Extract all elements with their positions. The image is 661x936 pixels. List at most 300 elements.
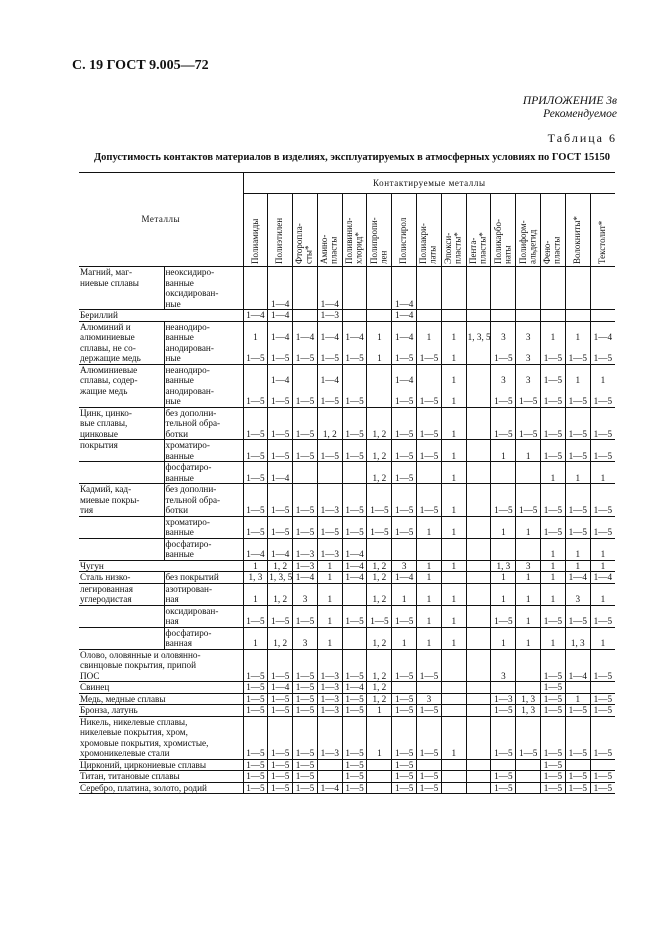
compat-cell — [268, 418, 293, 429]
compat-cell — [392, 738, 417, 749]
compat-cell — [491, 267, 516, 278]
compat-cell: 1—4 — [317, 332, 342, 343]
compat-cell: 1 — [441, 638, 466, 649]
compat-cell — [417, 364, 442, 375]
compat-cell: 1—5 — [392, 353, 417, 364]
compat-cell: 1—5 — [392, 759, 417, 771]
metal-name: покрытия — [80, 440, 118, 450]
metal-name — [79, 396, 164, 407]
compat-cell — [516, 310, 541, 322]
compat-cell: 1—5 — [342, 616, 367, 627]
compat-cell: 1—5 — [268, 353, 293, 364]
compat-cell — [392, 321, 417, 332]
compat-cell — [491, 682, 516, 694]
compat-cell: 1, 3, 5 — [269, 572, 293, 582]
metal-treatment: ванные — [164, 473, 243, 484]
compat-cell: 1—5 — [342, 782, 367, 794]
compat-cell: 1 — [590, 375, 615, 386]
compat-cell: 1—5 — [342, 771, 367, 783]
compat-cell — [516, 386, 541, 397]
compat-cell — [392, 605, 417, 616]
compat-cell: 1—5 — [516, 505, 541, 516]
compat-cell — [417, 418, 442, 429]
compat-cell — [565, 407, 590, 418]
compat-cell — [541, 310, 566, 322]
table-row — [79, 484, 615, 495]
compat-cell — [466, 649, 491, 660]
compat-cell — [342, 660, 367, 671]
compat-cell — [293, 660, 318, 671]
compat-cell — [541, 583, 566, 594]
compat-cell — [441, 462, 466, 473]
compat-cell: 1—5 — [417, 396, 442, 407]
compat-cell — [243, 538, 268, 549]
compat-cell — [491, 310, 516, 322]
compat-cell — [367, 407, 392, 418]
table-row — [79, 727, 615, 738]
compat-cell: 1—4 — [293, 332, 318, 343]
compat-cell — [466, 638, 491, 649]
compat-cell: 1—5 — [590, 396, 615, 407]
metal-name: тия — [80, 505, 94, 515]
compat-cell: 1—5 — [243, 705, 268, 717]
table-row — [79, 649, 615, 660]
compat-cell — [243, 605, 268, 616]
compat-cell: 1, 3 — [243, 572, 268, 584]
metal-name — [79, 538, 164, 549]
compat-cell — [317, 495, 342, 506]
compat-cell: 1 — [317, 616, 342, 627]
compat-cell — [367, 549, 392, 560]
compat-cell — [565, 267, 590, 278]
metal-name: Бронза, латунь — [80, 705, 138, 715]
compat-cell — [541, 495, 566, 506]
compat-cell — [466, 671, 491, 682]
compat-cell — [417, 516, 442, 527]
compat-cell: 1—4 — [268, 682, 293, 694]
compat-cell: 1—5 — [243, 353, 268, 364]
compat-cell — [541, 267, 566, 278]
compat-cell: 1—3 — [317, 693, 342, 705]
metal-name: алюминиевые — [80, 332, 135, 342]
compat-cell — [317, 462, 342, 473]
compat-cell — [342, 386, 367, 397]
compat-cell — [392, 727, 417, 738]
compat-cell — [417, 484, 442, 495]
compat-cell — [367, 605, 392, 616]
compat-cell — [541, 278, 566, 289]
compat-cell — [417, 343, 442, 354]
column-header — [317, 194, 342, 267]
compat-cell — [342, 462, 367, 473]
metal-name — [79, 549, 164, 560]
compat-cell: 1 — [367, 332, 392, 343]
compat-cell — [293, 299, 318, 310]
metal-name: Алюминий и — [80, 321, 131, 332]
metal-name: Серебро, платина, золото, родий — [80, 782, 207, 793]
metal-name: Сталь низко- — [80, 572, 131, 582]
compat-cell — [590, 682, 615, 694]
compat-cell: 1—3 — [317, 310, 342, 322]
column-header — [417, 194, 442, 267]
compat-cell — [541, 516, 566, 527]
compat-cell — [243, 407, 268, 418]
compat-cell — [516, 649, 541, 660]
metal-name: сплавы, не со- — [80, 342, 136, 353]
compat-cell — [466, 527, 491, 538]
compat-cell — [392, 267, 417, 278]
compat-cell: 1 — [417, 332, 442, 343]
table-row — [79, 560, 615, 572]
compat-cell: 1 — [565, 375, 590, 386]
compat-cell: 1, 3 — [516, 705, 541, 717]
compat-cell: 1—5 — [342, 759, 367, 771]
metal-name: легированная — [80, 583, 133, 594]
compat-cell — [243, 440, 268, 451]
compat-cell: 1—4 — [342, 572, 367, 584]
compat-cell — [342, 638, 367, 649]
compat-cell: 1—4 — [590, 572, 615, 584]
compat-cell — [516, 627, 541, 638]
column-header-label: Фено- пласты — [542, 236, 562, 264]
compat-cell — [268, 407, 293, 418]
compat-cell — [491, 495, 516, 506]
compat-cell — [392, 682, 417, 694]
compat-cell — [317, 771, 342, 783]
compat-cell — [441, 771, 466, 783]
compat-cell: 1—5 — [317, 353, 342, 364]
table-row — [79, 386, 615, 397]
table-row — [79, 440, 615, 451]
compat-cell: 1—5 — [268, 429, 293, 440]
compat-cell — [441, 627, 466, 638]
compat-cell — [466, 343, 491, 354]
compat-cell — [342, 343, 367, 354]
compat-cell — [293, 440, 318, 451]
table-row — [79, 407, 615, 418]
compat-cell — [466, 278, 491, 289]
metal-name: Медь, медные сплавы — [80, 693, 166, 704]
table-row — [79, 693, 615, 705]
compat-cell: 1—4 — [268, 473, 293, 484]
compat-cell — [441, 495, 466, 506]
compat-cell — [491, 516, 516, 527]
compat-cell: 1—5 — [392, 616, 417, 627]
compat-cell: 1, 3 — [491, 560, 516, 572]
compat-cell: 1—5 — [590, 451, 615, 462]
compat-cell — [516, 407, 541, 418]
compat-cell — [590, 538, 615, 549]
compat-cell — [268, 495, 293, 506]
table-row — [79, 462, 615, 473]
metal-name — [79, 616, 164, 627]
compat-cell — [466, 782, 491, 794]
metal-treatment: ная — [164, 616, 243, 627]
compat-cell — [466, 682, 491, 694]
compat-cell — [342, 375, 367, 386]
compat-cell: 1 — [441, 429, 466, 440]
compat-cell: 1 — [541, 473, 566, 484]
compat-cell — [392, 495, 417, 506]
compat-cell — [342, 288, 367, 299]
compat-cell: 1—5 — [590, 505, 615, 516]
compat-cell — [293, 288, 318, 299]
compat-cell: 1—5 — [293, 771, 318, 783]
compat-cell — [293, 716, 318, 727]
compat-cell — [293, 605, 318, 616]
compat-cell: 1 — [441, 473, 466, 484]
compat-cell: 1, 2 — [367, 594, 392, 605]
compat-cell: 1 — [317, 572, 342, 584]
compat-cell — [590, 267, 615, 278]
compat-cell: 1—5 — [268, 693, 293, 705]
compat-cell — [466, 440, 491, 451]
compat-cell — [417, 407, 442, 418]
compat-cell — [565, 605, 590, 616]
column-header-label: Полиэтилен — [274, 217, 285, 264]
compat-cell — [417, 583, 442, 594]
compat-cell — [392, 627, 417, 638]
compat-cell: 1—5 — [541, 353, 566, 364]
compat-cell — [243, 343, 268, 354]
table-row — [79, 299, 615, 310]
compat-cell — [516, 759, 541, 771]
compat-cell: 1 — [441, 353, 466, 364]
compat-cell — [516, 727, 541, 738]
appendix-label — [523, 95, 617, 121]
compat-cell: 1—5 — [491, 705, 516, 717]
compat-cell: 1 — [317, 560, 342, 572]
compat-cell — [317, 738, 342, 749]
compat-cell — [565, 727, 590, 738]
table-row — [79, 321, 615, 332]
column-header — [565, 194, 590, 267]
compat-cell — [268, 738, 293, 749]
compat-cell — [565, 759, 590, 771]
metal-treatment: ванная — [164, 638, 243, 649]
compat-cell — [342, 278, 367, 289]
compat-cell — [491, 716, 516, 727]
compat-cell: 1—5 — [243, 671, 268, 682]
metal-name: Чугун — [80, 560, 104, 571]
compat-cell — [268, 583, 293, 594]
compat-cell: 1—5 — [590, 771, 615, 783]
compat-cell: 1 — [590, 594, 615, 605]
compat-cell: 1—5 — [491, 353, 516, 364]
compat-cell — [268, 386, 293, 397]
compat-cell — [367, 516, 392, 527]
compat-cell — [466, 572, 491, 584]
compat-cell — [466, 516, 491, 527]
compat-cell — [590, 310, 615, 322]
compat-cell — [565, 627, 590, 638]
metal-treatment: без дополни- — [164, 407, 243, 418]
compat-cell: 1—5 — [417, 748, 442, 759]
appendix-title: ПРИЛОЖЕНИЕ 3в — [522, 95, 617, 107]
metal-name — [79, 473, 164, 484]
compat-cell — [342, 727, 367, 738]
compat-cell — [466, 495, 491, 506]
compat-cell — [243, 299, 268, 310]
compat-cell: 1, 2 — [367, 451, 392, 462]
compat-cell — [441, 407, 466, 418]
compat-cell — [491, 407, 516, 418]
compat-cell — [491, 583, 516, 594]
compat-cell — [392, 516, 417, 527]
compat-cell: 1 — [516, 638, 541, 649]
compat-cell: 1—5 — [268, 771, 293, 783]
compat-cell — [590, 495, 615, 506]
compat-cell: 1 — [367, 705, 392, 717]
compat-cell — [491, 343, 516, 354]
column-header-label: Полиформ- альдегид — [517, 220, 538, 264]
compat-cell — [541, 321, 566, 332]
compat-cell — [466, 396, 491, 407]
compat-cell: 1—5 — [590, 671, 615, 682]
compat-cell — [590, 660, 615, 671]
compat-cell — [317, 407, 342, 418]
column-header-label: Текстолит* — [597, 220, 608, 264]
table-row — [79, 288, 615, 299]
compat-cell — [243, 516, 268, 527]
compat-cell: 1 — [392, 594, 417, 605]
compat-cell: 1 — [441, 616, 466, 627]
compat-cell — [541, 716, 566, 727]
compat-cell: 1 — [441, 396, 466, 407]
compat-cell — [491, 549, 516, 560]
compat-cell — [516, 288, 541, 299]
compat-cell — [565, 682, 590, 694]
table-row — [79, 771, 615, 783]
compat-cell — [367, 538, 392, 549]
compat-cell — [342, 649, 367, 660]
compat-cell — [466, 386, 491, 397]
compat-cell: 3 — [516, 332, 541, 343]
compat-cell: 1—5 — [491, 616, 516, 627]
compat-cell — [317, 267, 342, 278]
table-row — [79, 332, 615, 343]
compat-cell — [516, 516, 541, 527]
compat-cell — [268, 321, 293, 332]
metal-treatment: ные — [164, 299, 243, 310]
table-row — [79, 495, 615, 506]
compat-cell: 1 — [516, 594, 541, 605]
compat-cell: 1—5 — [342, 396, 367, 407]
compat-cell — [516, 484, 541, 495]
compat-cell: 1—5 — [342, 429, 367, 440]
compat-cell — [392, 462, 417, 473]
compat-cell — [293, 727, 318, 738]
compat-cell — [516, 771, 541, 783]
metal-treatment: ная — [164, 594, 243, 605]
compat-cell — [342, 738, 367, 749]
column-header-label: Фторопла- сты* — [294, 223, 314, 264]
compat-cell — [417, 386, 442, 397]
column-header-label: Амино- пласты — [319, 234, 339, 264]
compat-cell: 1—5 — [293, 527, 318, 538]
compat-cell — [590, 716, 615, 727]
compat-cell: 1—3 — [293, 560, 318, 572]
compat-cell — [541, 727, 566, 738]
compat-cell: 1—4 — [342, 549, 367, 560]
table-row — [79, 375, 615, 386]
compat-cell — [342, 440, 367, 451]
compat-cell — [417, 462, 442, 473]
compat-cell: 1—4 — [243, 310, 268, 322]
metal-name: миевые покры- — [80, 494, 140, 505]
compat-cell: 1—5 — [293, 671, 318, 682]
compat-cell: 1 — [565, 332, 590, 343]
compat-cell — [367, 462, 392, 473]
compat-cell — [417, 716, 442, 727]
compat-cell: 1—4 — [268, 549, 293, 560]
table-title: Допустимость контактов материалов в изделиях, эксплуатируемых в атмосферных условиях по ГОСТ 15150 — [93, 152, 611, 163]
metal-name — [79, 638, 164, 649]
metal-name — [79, 627, 164, 638]
compat-cell: 1 — [441, 748, 466, 759]
compat-cell — [417, 682, 442, 694]
table-row — [79, 638, 615, 649]
compat-cell — [590, 759, 615, 771]
compat-cell — [367, 267, 392, 278]
compat-cell — [466, 693, 491, 705]
compat-cell — [516, 538, 541, 549]
table-row — [79, 594, 615, 605]
compat-cell — [441, 727, 466, 738]
compat-cell — [268, 278, 293, 289]
metal-name: ПОС — [80, 670, 100, 681]
compat-cell: 1 — [565, 693, 590, 705]
compat-cell: 1 — [590, 638, 615, 649]
compat-cell — [417, 375, 442, 386]
compat-cell: 1—4 — [268, 310, 293, 322]
compat-cell: 1—4 — [342, 560, 367, 572]
compat-cell: 3 — [293, 594, 318, 605]
compat-cell: 1—5 — [541, 682, 566, 694]
compat-cell — [293, 495, 318, 506]
compat-cell — [367, 418, 392, 429]
page-header: С. 19 ГОСТ 9.005—72 — [72, 58, 209, 73]
compat-cell — [268, 364, 293, 375]
compat-cell — [392, 538, 417, 549]
compat-cell — [590, 462, 615, 473]
metal-name — [79, 451, 164, 462]
compat-cell: 1—5 — [342, 505, 367, 516]
metal-treatment: ванные — [164, 549, 243, 560]
compat-cell — [466, 299, 491, 310]
compat-cell — [342, 716, 367, 727]
compat-cell — [392, 484, 417, 495]
compat-cell: 1—5 — [392, 429, 417, 440]
compat-cell: 1—4 — [342, 682, 367, 694]
compat-cell — [565, 660, 590, 671]
compat-cell — [342, 605, 367, 616]
compat-cell — [367, 343, 392, 354]
metal-treatment: ные — [164, 396, 243, 407]
compat-cell: 1, 3 — [565, 638, 590, 649]
compat-cell — [565, 583, 590, 594]
compat-cell — [466, 451, 491, 462]
compat-cell: 1—3 — [317, 748, 342, 759]
compat-cell — [417, 299, 442, 310]
compat-cell: 1—5 — [590, 782, 615, 794]
metal-name: Никель, никелевые сплавы, — [80, 716, 188, 727]
compat-cell — [243, 495, 268, 506]
compat-cell — [590, 627, 615, 638]
compat-cell — [441, 583, 466, 594]
compat-cell: 1—5 — [590, 693, 615, 705]
compat-cell: 1 — [491, 451, 516, 462]
